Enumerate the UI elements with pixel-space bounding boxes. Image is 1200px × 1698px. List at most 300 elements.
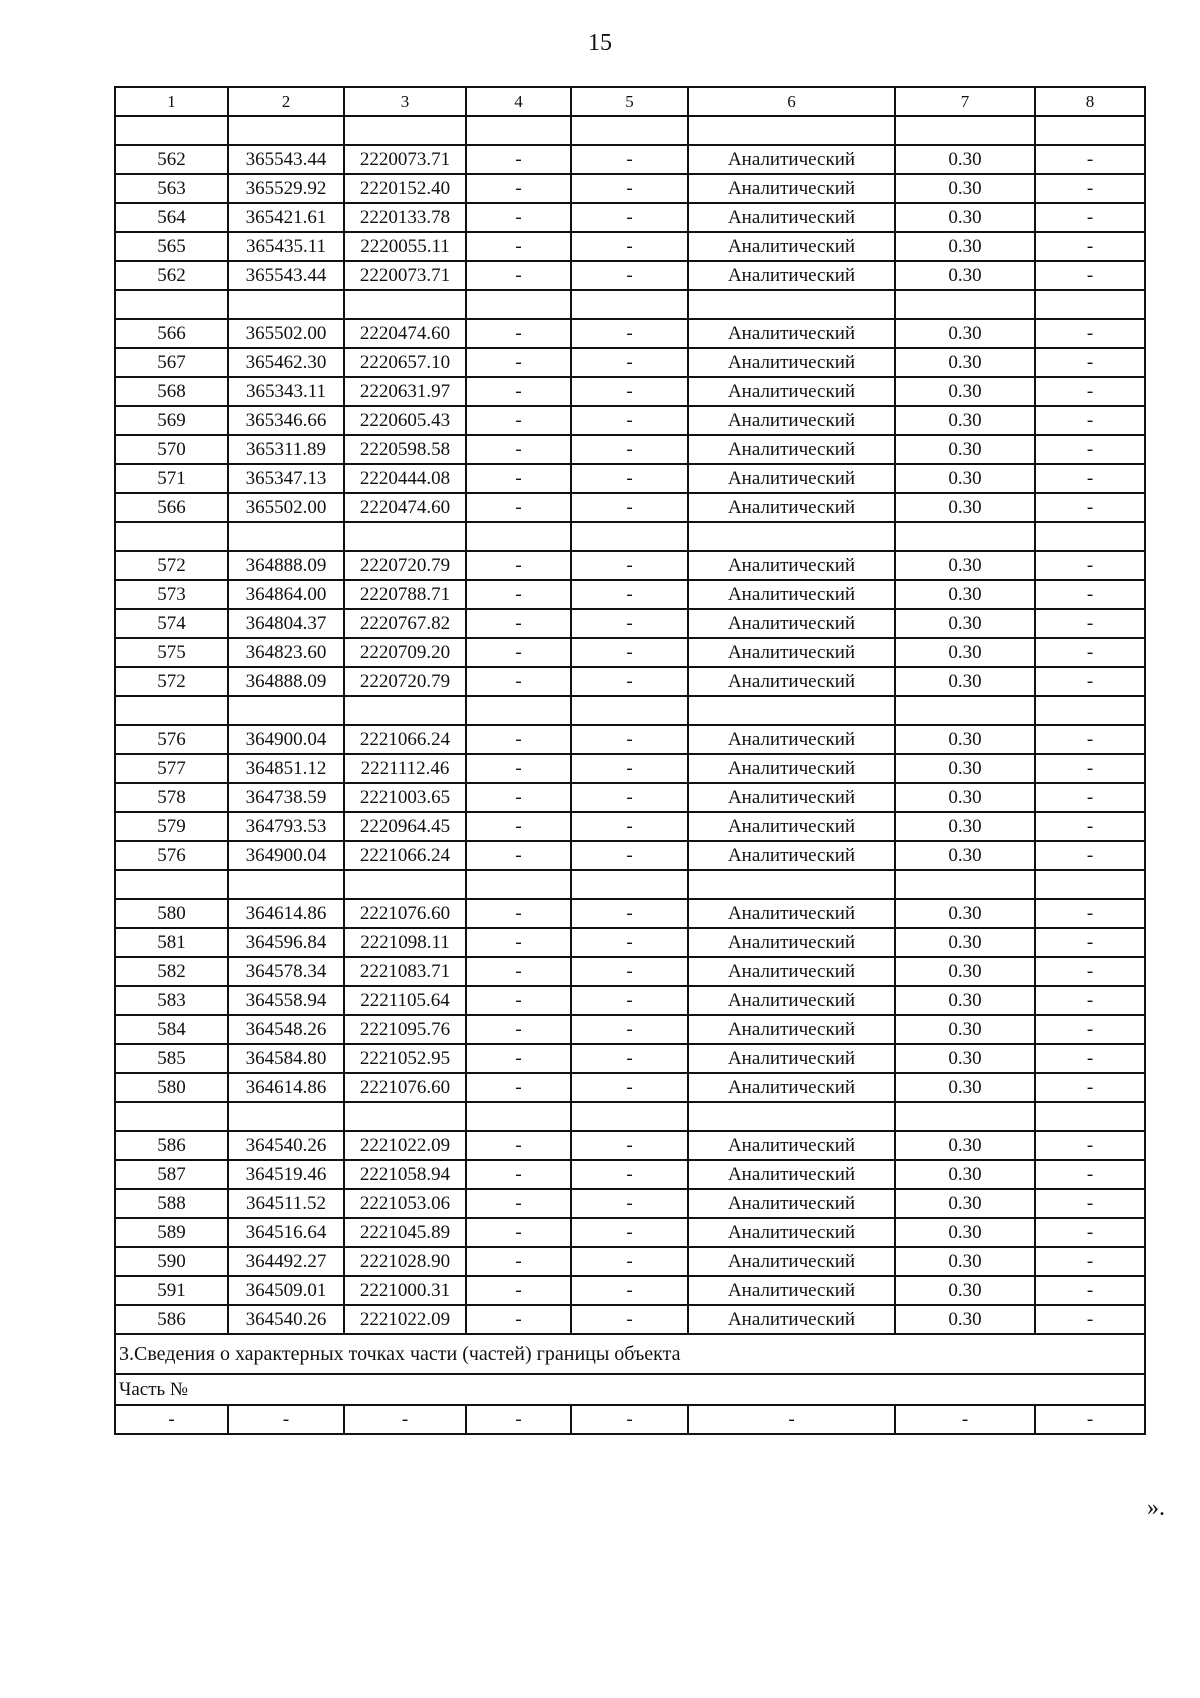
table-cell bbox=[466, 290, 571, 319]
table-cell: - bbox=[1035, 667, 1145, 696]
table-cell: Аналитический bbox=[688, 551, 895, 580]
table-row bbox=[115, 464, 1145, 493]
table-cell: 0.30 bbox=[895, 406, 1035, 435]
table-cell: - bbox=[466, 551, 571, 580]
table-cell bbox=[466, 696, 571, 725]
table-cell: - bbox=[466, 580, 571, 609]
table-cell: 585 bbox=[115, 1044, 228, 1073]
table-cell: 579 bbox=[115, 812, 228, 841]
table-cell: 0.30 bbox=[895, 1044, 1035, 1073]
table-cell: - bbox=[1035, 261, 1145, 290]
table-cell: 567 bbox=[115, 348, 228, 377]
table-cell: - bbox=[571, 261, 688, 290]
table-cell: 565 bbox=[115, 232, 228, 261]
table-cell: - bbox=[1035, 986, 1145, 1015]
table-cell: 0.30 bbox=[895, 1131, 1035, 1160]
table-cell bbox=[1035, 1102, 1145, 1131]
table-cell: 2221003.65 bbox=[344, 783, 466, 812]
table-cell: 2221112.46 bbox=[344, 754, 466, 783]
table-cell: 365343.11 bbox=[228, 377, 344, 406]
table-cell: 365435.11 bbox=[228, 232, 344, 261]
table-cell: Аналитический bbox=[688, 1073, 895, 1102]
table-cell bbox=[1035, 696, 1145, 725]
table-cell: 0.30 bbox=[895, 986, 1035, 1015]
table-cell: Аналитический bbox=[688, 580, 895, 609]
table-cell: - bbox=[466, 1189, 571, 1218]
table-cell: - bbox=[571, 348, 688, 377]
table-cell: - bbox=[1035, 725, 1145, 754]
table-cell: 2221058.94 bbox=[344, 1160, 466, 1189]
table-cell: 566 bbox=[115, 319, 228, 348]
table-cell: - bbox=[1035, 1015, 1145, 1044]
table-cell: - bbox=[571, 319, 688, 348]
table-cell: - bbox=[1035, 928, 1145, 957]
table-cell: - bbox=[1035, 957, 1145, 986]
table-row bbox=[115, 957, 1145, 986]
table-row bbox=[115, 406, 1145, 435]
table-cell: - bbox=[571, 1405, 688, 1434]
table-row bbox=[115, 928, 1145, 957]
table-cell: 575 bbox=[115, 638, 228, 667]
table-cell: - bbox=[571, 812, 688, 841]
table-cell: - bbox=[466, 232, 571, 261]
table-cell: - bbox=[466, 1073, 571, 1102]
table-cell: 2220474.60 bbox=[344, 493, 466, 522]
table-cell: - bbox=[571, 1131, 688, 1160]
table-row bbox=[115, 1073, 1145, 1102]
table-cell: 365346.66 bbox=[228, 406, 344, 435]
part-label: Часть № bbox=[115, 1374, 1145, 1405]
table-cell bbox=[571, 1102, 688, 1131]
table-cell: 582 bbox=[115, 957, 228, 986]
table-cell bbox=[115, 696, 228, 725]
table-cell: 364614.86 bbox=[228, 1073, 344, 1102]
table-cell: 0.30 bbox=[895, 261, 1035, 290]
table-cell: 586 bbox=[115, 1131, 228, 1160]
table-cell bbox=[895, 290, 1035, 319]
table-cell: Аналитический bbox=[688, 377, 895, 406]
table-cell: 2221083.71 bbox=[344, 957, 466, 986]
table-cell: 0.30 bbox=[895, 1276, 1035, 1305]
table-cell: - bbox=[1035, 435, 1145, 464]
table-row bbox=[115, 725, 1145, 754]
table-cell: Аналитический bbox=[688, 464, 895, 493]
table-cell: Аналитический bbox=[688, 145, 895, 174]
table-cell: 0.30 bbox=[895, 348, 1035, 377]
table-cell: - bbox=[1035, 1044, 1145, 1073]
table-cell: 2221022.09 bbox=[344, 1131, 466, 1160]
table-cell: - bbox=[571, 203, 688, 232]
table-spacer-row bbox=[115, 1102, 1145, 1131]
table-cell: - bbox=[228, 1405, 344, 1434]
table-cell bbox=[228, 1102, 344, 1131]
table-cell: - bbox=[571, 1189, 688, 1218]
table-cell bbox=[115, 290, 228, 319]
table-cell: 364492.27 bbox=[228, 1247, 344, 1276]
table-cell: - bbox=[1035, 1160, 1145, 1189]
table-cell: Аналитический bbox=[688, 957, 895, 986]
table-cell: - bbox=[466, 1276, 571, 1305]
table-cell: - bbox=[466, 377, 571, 406]
table-cell: - bbox=[571, 493, 688, 522]
table-cell: Аналитический bbox=[688, 435, 895, 464]
table-cell: 0.30 bbox=[895, 1218, 1035, 1247]
table-cell: 564 bbox=[115, 203, 228, 232]
table-cell: 578 bbox=[115, 783, 228, 812]
table-cell: - bbox=[571, 1160, 688, 1189]
table-row bbox=[115, 812, 1145, 841]
table-cell: - bbox=[466, 1218, 571, 1247]
table-row bbox=[115, 493, 1145, 522]
table-cell: - bbox=[571, 783, 688, 812]
table-row bbox=[115, 783, 1145, 812]
table-cell: 0.30 bbox=[895, 319, 1035, 348]
table-cell: - bbox=[571, 667, 688, 696]
table-cell: 0.30 bbox=[895, 1015, 1035, 1044]
table-cell: - bbox=[466, 145, 571, 174]
table-cell: - bbox=[571, 174, 688, 203]
table-cell bbox=[571, 870, 688, 899]
table-cell: - bbox=[466, 261, 571, 290]
table-cell: 0.30 bbox=[895, 841, 1035, 870]
table-cell: 589 bbox=[115, 1218, 228, 1247]
table-cell: - bbox=[466, 725, 571, 754]
table-cell: - bbox=[466, 899, 571, 928]
table-spacer-row bbox=[115, 696, 1145, 725]
table-cell: Аналитический bbox=[688, 1044, 895, 1073]
table-cell: 2220444.08 bbox=[344, 464, 466, 493]
table-cell bbox=[688, 290, 895, 319]
table-cell: 576 bbox=[115, 725, 228, 754]
table-cell: - bbox=[571, 899, 688, 928]
table-cell: 0.30 bbox=[895, 899, 1035, 928]
table-cell: 581 bbox=[115, 928, 228, 957]
table-cell: 364851.12 bbox=[228, 754, 344, 783]
table-cell: 364540.26 bbox=[228, 1305, 344, 1334]
table-cell: - bbox=[466, 957, 571, 986]
table-cell: 2220598.58 bbox=[344, 435, 466, 464]
table-cell bbox=[571, 696, 688, 725]
table-cell: - bbox=[571, 1305, 688, 1334]
table-cell bbox=[688, 1102, 895, 1131]
table-cell: 580 bbox=[115, 1073, 228, 1102]
table-row bbox=[115, 1160, 1145, 1189]
table-cell: - bbox=[571, 580, 688, 609]
table-cell: - bbox=[1035, 348, 1145, 377]
table-cell bbox=[344, 290, 466, 319]
table-cell: 7 bbox=[895, 87, 1035, 116]
table-cell: Аналитический bbox=[688, 493, 895, 522]
table-cell: 365543.44 bbox=[228, 261, 344, 290]
table-cell: Аналитический bbox=[688, 899, 895, 928]
table-cell bbox=[688, 522, 895, 551]
table-row bbox=[115, 1015, 1145, 1044]
table-row bbox=[115, 1276, 1145, 1305]
table-cell: - bbox=[571, 725, 688, 754]
table-cell: 365421.61 bbox=[228, 203, 344, 232]
table-cell: 0.30 bbox=[895, 232, 1035, 261]
table-cell: 364823.60 bbox=[228, 638, 344, 667]
boundary-points-table bbox=[114, 86, 1146, 1435]
table-cell: - bbox=[571, 435, 688, 464]
table-cell: - bbox=[466, 812, 571, 841]
table-cell: 364738.59 bbox=[228, 783, 344, 812]
table-cell: Аналитический bbox=[688, 841, 895, 870]
table-cell: 0.30 bbox=[895, 203, 1035, 232]
table-cell: - bbox=[571, 1247, 688, 1276]
table-spacer-row bbox=[115, 522, 1145, 551]
table-cell: 364578.34 bbox=[228, 957, 344, 986]
table-cell: 0.30 bbox=[895, 957, 1035, 986]
table-cell: 0.30 bbox=[895, 580, 1035, 609]
table-row bbox=[115, 667, 1145, 696]
table-cell bbox=[466, 522, 571, 551]
table-cell: - bbox=[571, 638, 688, 667]
table-cell bbox=[1035, 870, 1145, 899]
table-cell: 588 bbox=[115, 1189, 228, 1218]
table-cell: 364864.00 bbox=[228, 580, 344, 609]
table-cell: - bbox=[466, 1160, 571, 1189]
table-spacer-row bbox=[115, 116, 1145, 145]
table-cell: 0.30 bbox=[895, 1305, 1035, 1334]
table-cell bbox=[571, 290, 688, 319]
table-cell: 2221053.06 bbox=[344, 1189, 466, 1218]
table-cell: 364888.09 bbox=[228, 551, 344, 580]
table-cell: - bbox=[1035, 1189, 1145, 1218]
table-cell: 2220073.71 bbox=[344, 145, 466, 174]
table-cell: 2221066.24 bbox=[344, 725, 466, 754]
table-cell: 2220720.79 bbox=[344, 551, 466, 580]
table-cell: - bbox=[571, 145, 688, 174]
table-cell: 364804.37 bbox=[228, 609, 344, 638]
table-cell: 569 bbox=[115, 406, 228, 435]
table-cell: 365502.00 bbox=[228, 493, 344, 522]
table-cell bbox=[228, 522, 344, 551]
table-cell: Аналитический bbox=[688, 783, 895, 812]
table-cell: - bbox=[1035, 1218, 1145, 1247]
table-cell: - bbox=[571, 754, 688, 783]
table-cell: 590 bbox=[115, 1247, 228, 1276]
table-row bbox=[115, 1189, 1145, 1218]
table-cell: - bbox=[1035, 812, 1145, 841]
table-row bbox=[115, 1044, 1145, 1073]
table-cell: 2220767.82 bbox=[344, 609, 466, 638]
table-row bbox=[115, 232, 1145, 261]
table-cell bbox=[228, 870, 344, 899]
table-cell: 2220055.11 bbox=[344, 232, 466, 261]
table-row bbox=[115, 348, 1145, 377]
table-cell: Аналитический bbox=[688, 1218, 895, 1247]
table-cell: - bbox=[571, 1276, 688, 1305]
section-title-row bbox=[115, 1334, 1145, 1374]
table-cell: 566 bbox=[115, 493, 228, 522]
table-cell: Аналитический bbox=[688, 319, 895, 348]
table-cell: 572 bbox=[115, 551, 228, 580]
table-cell: Аналитический bbox=[688, 812, 895, 841]
table-cell: - bbox=[466, 1247, 571, 1276]
table-cell: 0.30 bbox=[895, 754, 1035, 783]
table-cell: - bbox=[571, 232, 688, 261]
table-row bbox=[115, 377, 1145, 406]
table-cell: - bbox=[466, 1015, 571, 1044]
table-cell: - bbox=[688, 1405, 895, 1434]
table-cell: 2221066.24 bbox=[344, 841, 466, 870]
table-cell: 364793.53 bbox=[228, 812, 344, 841]
table-cell: - bbox=[1035, 1305, 1145, 1334]
table-cell: 0.30 bbox=[895, 435, 1035, 464]
section-title: 3.Сведения о характерных точках части (частей) границы объекта bbox=[115, 1334, 1145, 1374]
table-cell: 365502.00 bbox=[228, 319, 344, 348]
table-cell: - bbox=[466, 1305, 571, 1334]
table-cell: 2220474.60 bbox=[344, 319, 466, 348]
table-cell: - bbox=[466, 841, 571, 870]
table-row bbox=[115, 841, 1145, 870]
table-row bbox=[115, 1218, 1145, 1247]
table-cell: - bbox=[1035, 638, 1145, 667]
table-cell: 364511.52 bbox=[228, 1189, 344, 1218]
table-cell: 0.30 bbox=[895, 174, 1035, 203]
table-header-row bbox=[115, 87, 1145, 116]
table-cell: Аналитический bbox=[688, 1131, 895, 1160]
table-row bbox=[115, 1247, 1145, 1276]
table-cell: - bbox=[466, 348, 571, 377]
table-cell: 2220152.40 bbox=[344, 174, 466, 203]
table-cell: 1 bbox=[115, 87, 228, 116]
table-cell: 365543.44 bbox=[228, 145, 344, 174]
table-cell bbox=[895, 870, 1035, 899]
table-cell: - bbox=[571, 464, 688, 493]
table-cell: 364558.94 bbox=[228, 986, 344, 1015]
table-cell bbox=[571, 522, 688, 551]
table-cell: 0.30 bbox=[895, 464, 1035, 493]
table-cell: 365311.89 bbox=[228, 435, 344, 464]
table-cell: - bbox=[1035, 232, 1145, 261]
table-cell: - bbox=[1035, 319, 1145, 348]
table-cell: - bbox=[1035, 899, 1145, 928]
table-cell: 4 bbox=[466, 87, 571, 116]
table-cell: - bbox=[1035, 1276, 1145, 1305]
table-cell: 2220788.71 bbox=[344, 580, 466, 609]
table-cell: Аналитический bbox=[688, 1015, 895, 1044]
table-cell: - bbox=[571, 1218, 688, 1247]
table-cell: - bbox=[466, 1044, 571, 1073]
table-cell: 364584.80 bbox=[228, 1044, 344, 1073]
table-cell: - bbox=[1035, 1131, 1145, 1160]
table-cell: 2221028.90 bbox=[344, 1247, 466, 1276]
table-cell: 2221098.11 bbox=[344, 928, 466, 957]
table-cell: - bbox=[1035, 580, 1145, 609]
table-cell: - bbox=[1035, 174, 1145, 203]
table-cell: - bbox=[466, 986, 571, 1015]
table-cell: - bbox=[571, 377, 688, 406]
table-cell bbox=[895, 1102, 1035, 1131]
table-cell: - bbox=[1035, 377, 1145, 406]
table-cell: 364516.64 bbox=[228, 1218, 344, 1247]
table-cell: 0.30 bbox=[895, 1160, 1035, 1189]
table-cell: - bbox=[571, 1015, 688, 1044]
table-cell bbox=[895, 116, 1035, 145]
table-cell: 2221076.60 bbox=[344, 1073, 466, 1102]
table-cell: 2220605.43 bbox=[344, 406, 466, 435]
table-row bbox=[115, 1305, 1145, 1334]
table-row bbox=[115, 580, 1145, 609]
table-cell: - bbox=[1035, 609, 1145, 638]
table-cell: - bbox=[1035, 841, 1145, 870]
table-cell: Аналитический bbox=[688, 667, 895, 696]
table-cell: Аналитический bbox=[688, 638, 895, 667]
table-cell: 571 bbox=[115, 464, 228, 493]
table-spacer-row bbox=[115, 870, 1145, 899]
table-row bbox=[115, 551, 1145, 580]
table-cell bbox=[344, 116, 466, 145]
table-cell bbox=[228, 116, 344, 145]
table-cell: 364888.09 bbox=[228, 667, 344, 696]
table-cell: 2221022.09 bbox=[344, 1305, 466, 1334]
table-cell: - bbox=[466, 667, 571, 696]
table-cell: 576 bbox=[115, 841, 228, 870]
table-cell: - bbox=[466, 783, 571, 812]
table-cell: 562 bbox=[115, 261, 228, 290]
table-cell: 2 bbox=[228, 87, 344, 116]
table-cell bbox=[688, 870, 895, 899]
table-cell: - bbox=[1035, 464, 1145, 493]
table-cell: Аналитический bbox=[688, 1247, 895, 1276]
table-cell: 0.30 bbox=[895, 667, 1035, 696]
table-cell bbox=[688, 696, 895, 725]
table-cell: 2221076.60 bbox=[344, 899, 466, 928]
table-cell: 0.30 bbox=[895, 812, 1035, 841]
table-cell bbox=[115, 870, 228, 899]
table-cell: 2221000.31 bbox=[344, 1276, 466, 1305]
table-cell: - bbox=[1035, 1073, 1145, 1102]
table-row bbox=[115, 174, 1145, 203]
table-cell: 0.30 bbox=[895, 725, 1035, 754]
table-cell bbox=[115, 1102, 228, 1131]
table-cell: Аналитический bbox=[688, 348, 895, 377]
table-row bbox=[115, 435, 1145, 464]
table-cell bbox=[344, 522, 466, 551]
table-cell: Аналитический bbox=[688, 986, 895, 1015]
table-row bbox=[115, 899, 1145, 928]
table-cell: 2221052.95 bbox=[344, 1044, 466, 1073]
table-cell bbox=[895, 696, 1035, 725]
table-cell: 365529.92 bbox=[228, 174, 344, 203]
table-cell: - bbox=[1035, 754, 1145, 783]
table-cell: 574 bbox=[115, 609, 228, 638]
table-cell bbox=[466, 870, 571, 899]
page-number: 15 bbox=[588, 30, 612, 56]
table-cell: - bbox=[466, 406, 571, 435]
table-cell: Аналитический bbox=[688, 203, 895, 232]
table-cell bbox=[344, 1102, 466, 1131]
table-cell: - bbox=[466, 203, 571, 232]
table-cell bbox=[1035, 522, 1145, 551]
table-row bbox=[115, 261, 1145, 290]
table-cell: 568 bbox=[115, 377, 228, 406]
table-cell: 572 bbox=[115, 667, 228, 696]
table-cell: 0.30 bbox=[895, 551, 1035, 580]
table-cell: 577 bbox=[115, 754, 228, 783]
table-cell bbox=[228, 290, 344, 319]
table-cell: 2220709.20 bbox=[344, 638, 466, 667]
table-cell: - bbox=[466, 174, 571, 203]
table-cell: 8 bbox=[1035, 87, 1145, 116]
table-cell bbox=[1035, 290, 1145, 319]
table-cell: 3 bbox=[344, 87, 466, 116]
table-final-row bbox=[115, 1405, 1145, 1434]
closing-quote-mark: ». bbox=[1147, 1495, 1165, 1521]
table-spacer-row bbox=[115, 290, 1145, 319]
